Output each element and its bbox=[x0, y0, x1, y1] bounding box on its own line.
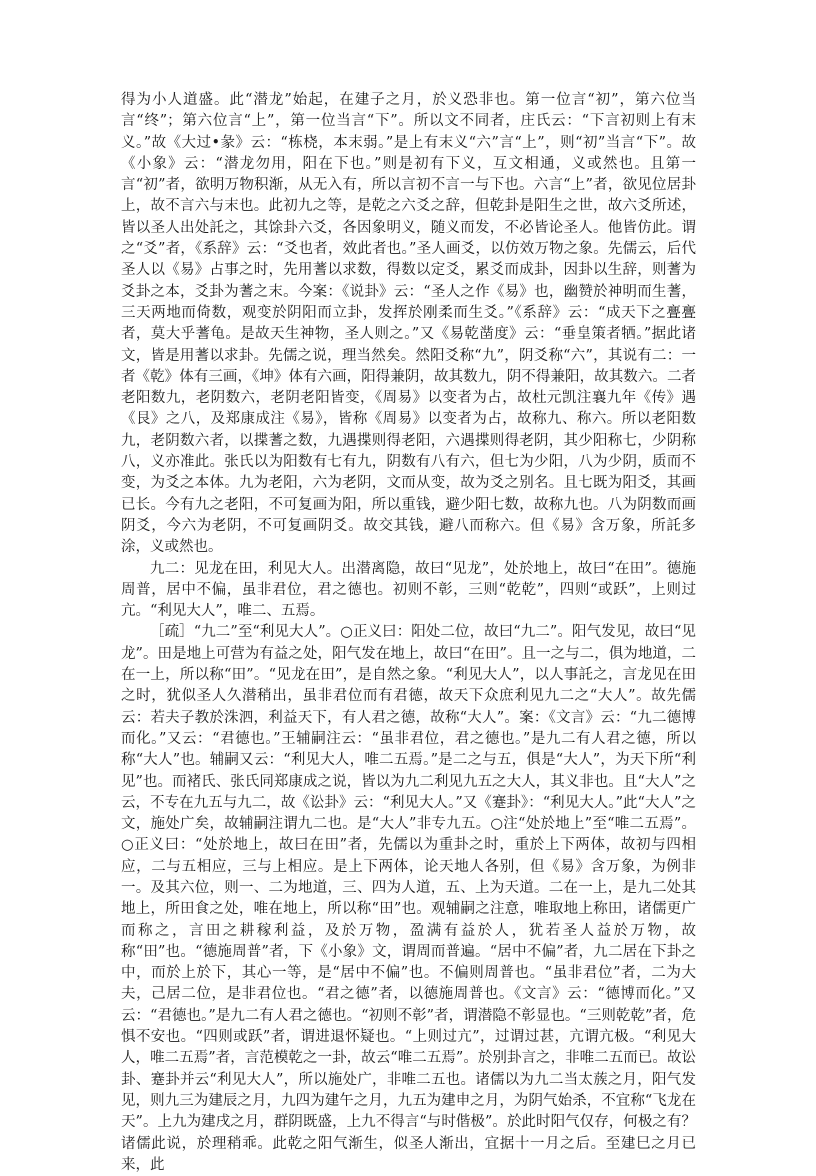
document-page bbox=[121, 90, 696, 1176]
body-paragraph-1: 得为小人道盛。此“潜龙”始起，在建子之月，於义恐非也。第一位言“初”，第六位当言“终”；第六位言“上”，第一位当言“下”。所以文不同者，庄氏云：“下言初则上有末义。”故《大过•彖》云：“栋桡，本末弱。”是上有末义“六”言“上”，则“初”当言“下”。故《小象》云：“潜龙勿用，阳在下也。”则是初有下义，互文相通，义或然也。且第一言“初”者，欲明万物积渐，从无入有，所以言初不言一与下也。六言“上”者，欲见位居卦上，故不言六与末也。此初九之等，是乾之六爻之辞，但乾卦是阳生之世，故六爻所述，皆以圣人出处託之，其馀卦六爻，各因象明义，随义而发，不必皆论圣人。他皆仿此。谓之“爻”者，《系辞》云：“爻也者，效此者也。”圣人画爻，以仿效万物之象。先儒云，后代圣人以《易》占事之时，先用蓍以求数，得数以定爻，累爻而成卦，因卦以生辞，则蓍为爻卦之本，爻卦为蓍之末。今案：《说卦》云：“圣人之作《易》也，幽赞於神明而生蓍，三天两地而倚数，观变於阴阳而立卦，发挥於刚柔而生爻。”《系辞》云：“成天下之亹亹者，莫大乎蓍龟。是故天生神物，圣人则之。”又《易乾凿度》云：“垂皇策者牺。”据此诸文，皆是用蓍以求卦。先儒之说，理当然矣。然阳爻称“九”，阴爻称“六”，其说有二：一者《乾》体有三画，《坤》体有六画，阳得兼阴，故其数九，阴不得兼阳，故其数六。二者老阳数九，老阴数六，老阴老阳皆变，《周易》以变者为占，故杜元凯注襄九年《传》遇《艮》之八，及郑康成注《易》，皆称《周易》以变者为占，故称九、称六。所以老阳数九，老阴数六者，以揲蓍之数，九遇揲则得老阳，六遇揲则得老阴，其少阳称七，少阴称八，义亦准此。张氏以为阳数有七有九，阴数有八有六，但七为少阳，八为少阴，质而不变，为爻之本体。九为老阳，六为老阴，文而从变，故为爻之别名。且七既为阳爻，其画已长。今有九之老阳，不可复画为阳，所以重钱，避少阳七数，故称九也。八为阴数而画阴爻，今六为老阴，不可复画阴爻。故交其钱，避八而称六。但《易》含万象，所託多涂，义或然也。 bbox=[121, 92, 696, 556]
body-paragraph-2: 九二：见龙在田，利见大人。出潜离隐，故曰“见龙”，处於地上，故曰“在田”。德施周普，居中不偏，虽非君位，君之德也。初则不彰，三则“乾乾”，四则“或跃”，上则过亢。“利见大人”，唯二、五焉。 bbox=[121, 560, 696, 620]
body-paragraph-3: ［疏］“九二”至“利见大人”。○正义曰：阳处二位，故曰“九二”。阳气发见，故曰“见龙”。田是地上可营为有益之处，阳气发在地上，故曰“在田”。且一之与二，俱为地道，二在一上，所以称“田”。“见龙在田”，是自然之象。“利见大人”，以人事託之，言龙见在田之时，犹似圣人久潜稍出，虽非君位而有君德，故天下众庶利见九二之“大人”。故先儒云：若夫子教於洙泗，利益天下，有人君之德，故称“大人”。案：《文言》云：“九二德博而化。”又云：“君德也。”王辅嗣注云：“虽非君位，君之德也。”是九二有人君之德，所以称“大人”也。辅嗣又云：“利见大人，唯二五焉。”是二之与五，俱是“大人”，为天下所“利见”也。而褚氏、张氏同郑康成之说，皆以为九二利见九五之大人，其义非也。且“大人”之云，不专在九五与九二，故《讼卦》云：“利见大人。”又《蹇卦》：“利见大人。”此“大人”之文，施处广矣，故辅嗣注谓九二也。是“大人”非专九五。○注“处於地上”至“唯二五焉”。○正义曰：“处於地上，故曰在田”者，先儒以为重卦之时，重於上下两体，故初与四相应，二与五相应，三与上相应。是上下两体，论天地人各别，但《易》含万象，为例非一。及其六位，则一、二为地道，三、四为人道，五、上为天道。二在一上，是九二处其地上，所田食之处，唯在地上，所以称“田”也。观辅嗣之注意，唯取地上称田，诸儒更广而称之，言田之耕稼利益，及於万物，盈满有益於人，犹若圣人益於万物，故称“田”也。“德施周普”者，下《小象》文，谓周而普遍。“居中不偏”者，九二居在下卦之中，而於上於下，其心一等，是“居中不偏”也。不偏则周普也。“虽非君位”者，二为大夫，己居二位，是非君位也。“君之德”者，以德施周普也。《文言》云：“德博而化。”又云：“君德也。”是九二有人君之德也。“初则不彰”者，谓潜隐不彰显也。“三则乾乾”者，危惧不安也。“四则或跃”者，谓进退怀疑也。“上则过亢”，过谓过甚，亢谓亢极。“利见大人，唯二五焉”者，言范模乾之一卦，故云“唯二五焉”。於别卦言之，非唯二五而已。故讼卦、蹇卦并云“利见大人”，所以施处广，非唯二五也。诸儒以为九二当太蔟之月，阳气发见，则九三为建辰之月，九四为建午之月，九五为建申之月，为阴气始杀，不宜称“飞龙在天”。上九为建戌之月，群阴既盛，上九不得言“与时偕极”。於此时阳气仅存，何极之有？诸儒此说，於理稍乖。此乾之阳气渐生，似圣人渐出，宜据十一月之后。至建巳之月已来，此 bbox=[121, 624, 696, 1173]
